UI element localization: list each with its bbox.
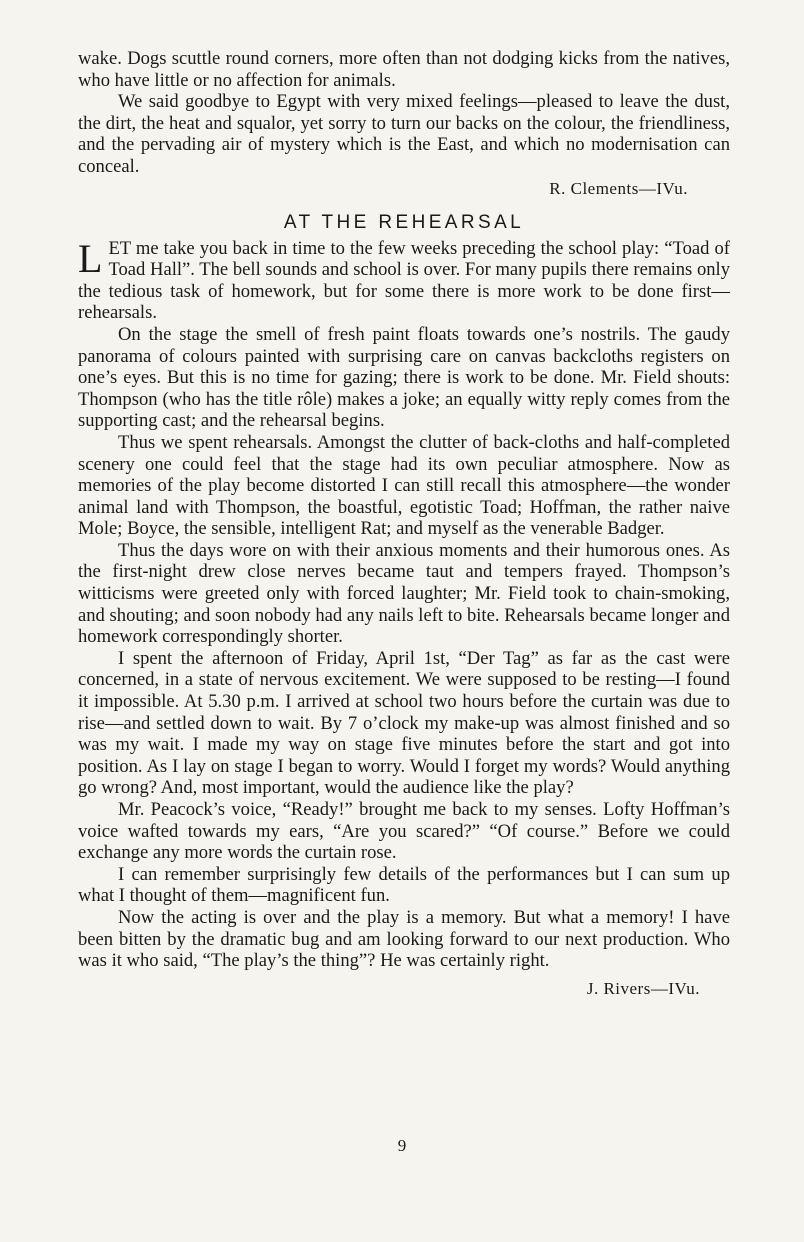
drop-cap: L	[78, 235, 103, 281]
paragraph: Mr. Peacock’s voice, “Ready!” brought me back to my senses. Lofty Hoffman’s voice wafted towards my ears, “Are you scared?” “Of course.” Before we could exchange any more words the curtain rose.	[78, 799, 730, 864]
paragraph: wake. Dogs scuttle round corners, more often than not dodging kicks from the natives, who have little or no affection for animals.	[78, 48, 730, 91]
author-signature: R. Clements—IVu.	[549, 178, 688, 198]
paragraph	[78, 235, 730, 324]
author-signature: J. Rivers—IVu.	[586, 978, 700, 998]
article-title: AT THE REHEARSAL	[283, 211, 525, 233]
paragraph: I can remember surprisingly few details of the performances but I can sum up what I thought of them—magnificent fun.	[78, 863, 730, 907]
paragraph: I spent the afternoon of Friday, April 1st, “Der Tag” as far as the cast were concerned, in a state of nervous excitement. We were supposed to be resting—I found it impossible. At 5.30 p.m. I arrived at school two hours before the curtain was due to rise—and settled down to wait. By 7 o’clock my make-up was almost finished and so was my wait. I made my way on stage five minutes before the start and got into position. As I lay on stage I began to worry. Would I forget my words? Would anything go wrong? And, most important, would the audience like the play?	[78, 647, 730, 799]
paragraph: On the stage the smell of fresh paint floats towards one’s nostrils. The gaudy panorama of colours painted with surprising care on canvas backcloths registers on one’s eyes. But this is no time for gazing; there is work to be done. Mr. Field shouts: Thompson (who has the title rôle) makes a joke; an equally witty reply comes from the supporting cast; and the rehearsal begins.	[78, 323, 730, 432]
paragraph-text: ET me take you back in time to the few weeks preceding the school play: “Toad of Toad Hall”. The bell sounds and school is over. For many pupils there remains only the tedious task of homework, but for some there is more work to be done first—rehearsals.	[78, 237, 730, 324]
page-number: 9	[397, 1136, 407, 1155]
paragraph: We said goodbye to Egypt with very mixed feelings—pleased to leave the dust, the dirt, the heat and squalor, yet sorry to turn our backs on the colour, the friendliness, and the pervading air of mystery which is the East, and which no modernisation can conceal.	[78, 91, 730, 177]
paragraph: Thus the days wore on with their anxious moments and their humorous ones. As the first-night drew close nerves became taut and tempers frayed. Thompson’s witticisms were greeted only with forced laughter; Mr. Field took to chain-smoking, and shouting; and soon nobody had any nails left to bite. Rehearsals became longer and homework correspondingly shorter.	[78, 539, 730, 648]
paragraph: Now the acting is over and the play is a memory. But what a memory! I have been bitten by the dramatic bug and am looking forward to our next production. Who was it who said, “The play’s the thing”? He was certainly right.	[78, 906, 730, 972]
paragraph: Thus we spent rehearsals. Amongst the clutter of back-cloths and half-completed scenery one could feel that the stage had its own peculiar atmosphere. Now as memories of the play become distorted I can still recall this atmosphere—the wonder animal land with Thompson, the boastful, egotistic Toad; Hoffman, the rather naive Mole; Boyce, the sensible, intelligent Rat; and myself as the venerable Badger.	[78, 431, 730, 540]
